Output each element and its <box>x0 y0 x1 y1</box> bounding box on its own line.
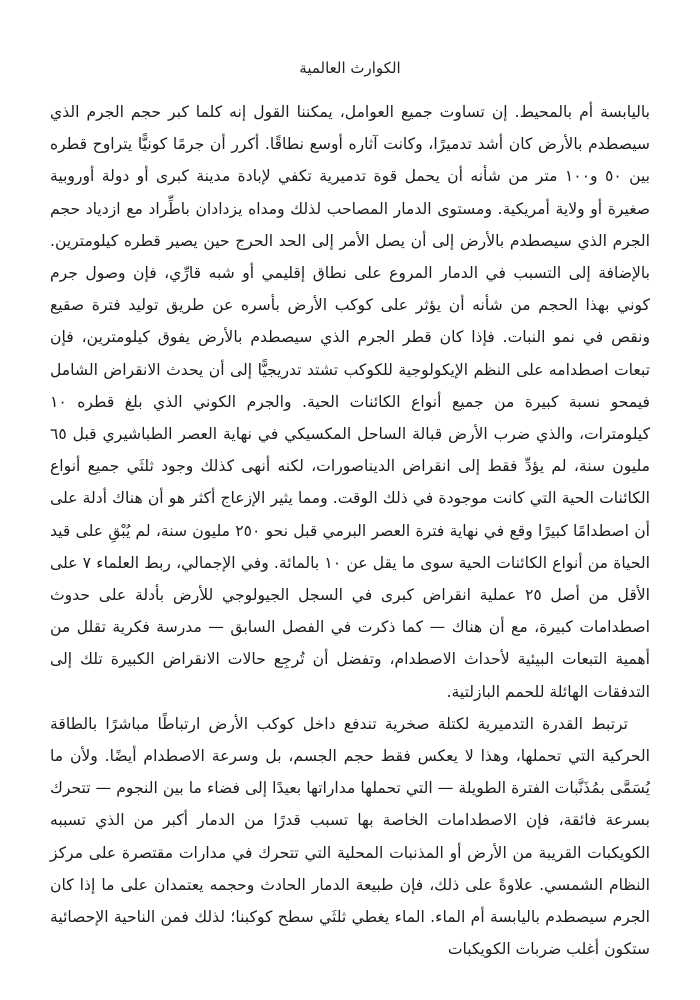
paragraph-2: ترتبط القدرة التدميرية لكتلة صخرية تندفع داخل كوكب الأرض ارتباطًا مباشرًا بالطاقة الحركية التي تحملها، وهذا لا يعكس فقط حجم الجسم، بل وسرعة الاصطدام أيضًا. ولأن ما يُسَمَّى بمُذَنَّبات الفترة الطويلة — التي تحملها مداراتها بعيدًا إلى فضاء ما بين النجوم — تتحرك بسرعة فائقة، فإن الاصطدامات الخاصة بها تسبب قدرًا من الدمار أكبر من الذي تسببه الكويكبات القريبة من الأرض أو المذنبات المحلية التي تتحرك في مدارات مقتصرة على مركز النظام الشمسي. علاوةً على ذلك، فإن طبيعة الدمار الحادث وحجمه يعتمدان على ما إذا كان الجرم سيصطدم باليابسة أم الماء. الماء يغطي ثلثَي سطح كوكبنا؛ لذلك فمن الناحية الإحصائية ستكون أغلب ضربات الكويكبات <box>50 714 650 959</box>
running-header: الكوارث العالمية <box>299 59 401 77</box>
body-text <box>50 96 650 965</box>
paragraph-1: باليابسة أم بالمحيط. إن تساوت جميع العوامل، يمكننا القول إنه كلما كبر حجم الجرم الذي سيصطدم بالأرض كان أشد تدميرًا، وكانت آثاره أوسع نطاقًا. أكرر أن جرمًا كونيًّا يتراوح قطره بين ٥٠ و١٠٠ متر من شأنه أن يحمل قوة تدميرية تكفي لإبادة مدينة كبرى أو دولة أوروبية صغيرة أو ولاية أمريكية. ومستوى الدمار المصاحب لذلك ومداه يزدادان باطِّراد مع ازدياد حجم الجرم الذي سيصطدم بالأرض إلى أن يصل الأمر إلى الحد الحرج حين يصير قطره كيلومترين. بالإضافة إلى التسبب في الدمار المروع على نطاق إقليمي أو شبه قارِّي، فإن وصول جرم كوني بهذا الحجم من شأنه أن يؤثر على كوكب الأرض بأسره عن طريق توليد فترة صقيع ونقص في نمو النبات. فإذا كان قطر الجرم الذي سيصطدم بالأرض يفوق كيلومترين، فإن تبعات اصطدامه على النظم الإيكولوجية للكوكب تشتد تدريجيًّا إلى أن يحدث الانقراض الشامل فيمحو نسبة كبيرة من جميع أنواع الكائنات الحية. والجرم الكوني الذي بلغ قطره ١٠ كيلومترات، والذي ضرب الأرض قبالة الساحل المكسيكي في نهاية العصر الطباشيري قبل ٦٥ مليون سنة، لم يؤدِّ فقط إلى انقراض الديناصورات، لكنه أنهى كذلك وجود ثلثَي جميع أنواع الكائنات الحية التي كانت موجودة في ذلك الوقت. ومما يثير الإزعاج أكثر هو أن هناك أدلة على أن اصطدامًا كبيرًا وقع في نهاية فترة العصر البرمي قبل نحو ٢٥٠ مليون سنة، لم يُبْقِ على قيد الحياة من أنواع الكائنات الحية سوى ما يقل عن ١٠ بالمائة. وفي الإجمالي، ربط العلماء ٧ على الأقل من أصل ٢٥ عملية انقراض كبرى في السجل الجيولوجي للأرض بأدلة على حدوث اصطدامات كبيرة، مع أن هناك — كما ذكرت في الفصل السابق — مدرسة فكرية تقلل من أهمية التبعات البيئية لأحداث الاصطدام، وتفضل أن تُرجِع حالات الانقراض الكبيرة تلك إلى التدفقات الهائلة للحمم البازلتية. <box>50 103 650 701</box>
